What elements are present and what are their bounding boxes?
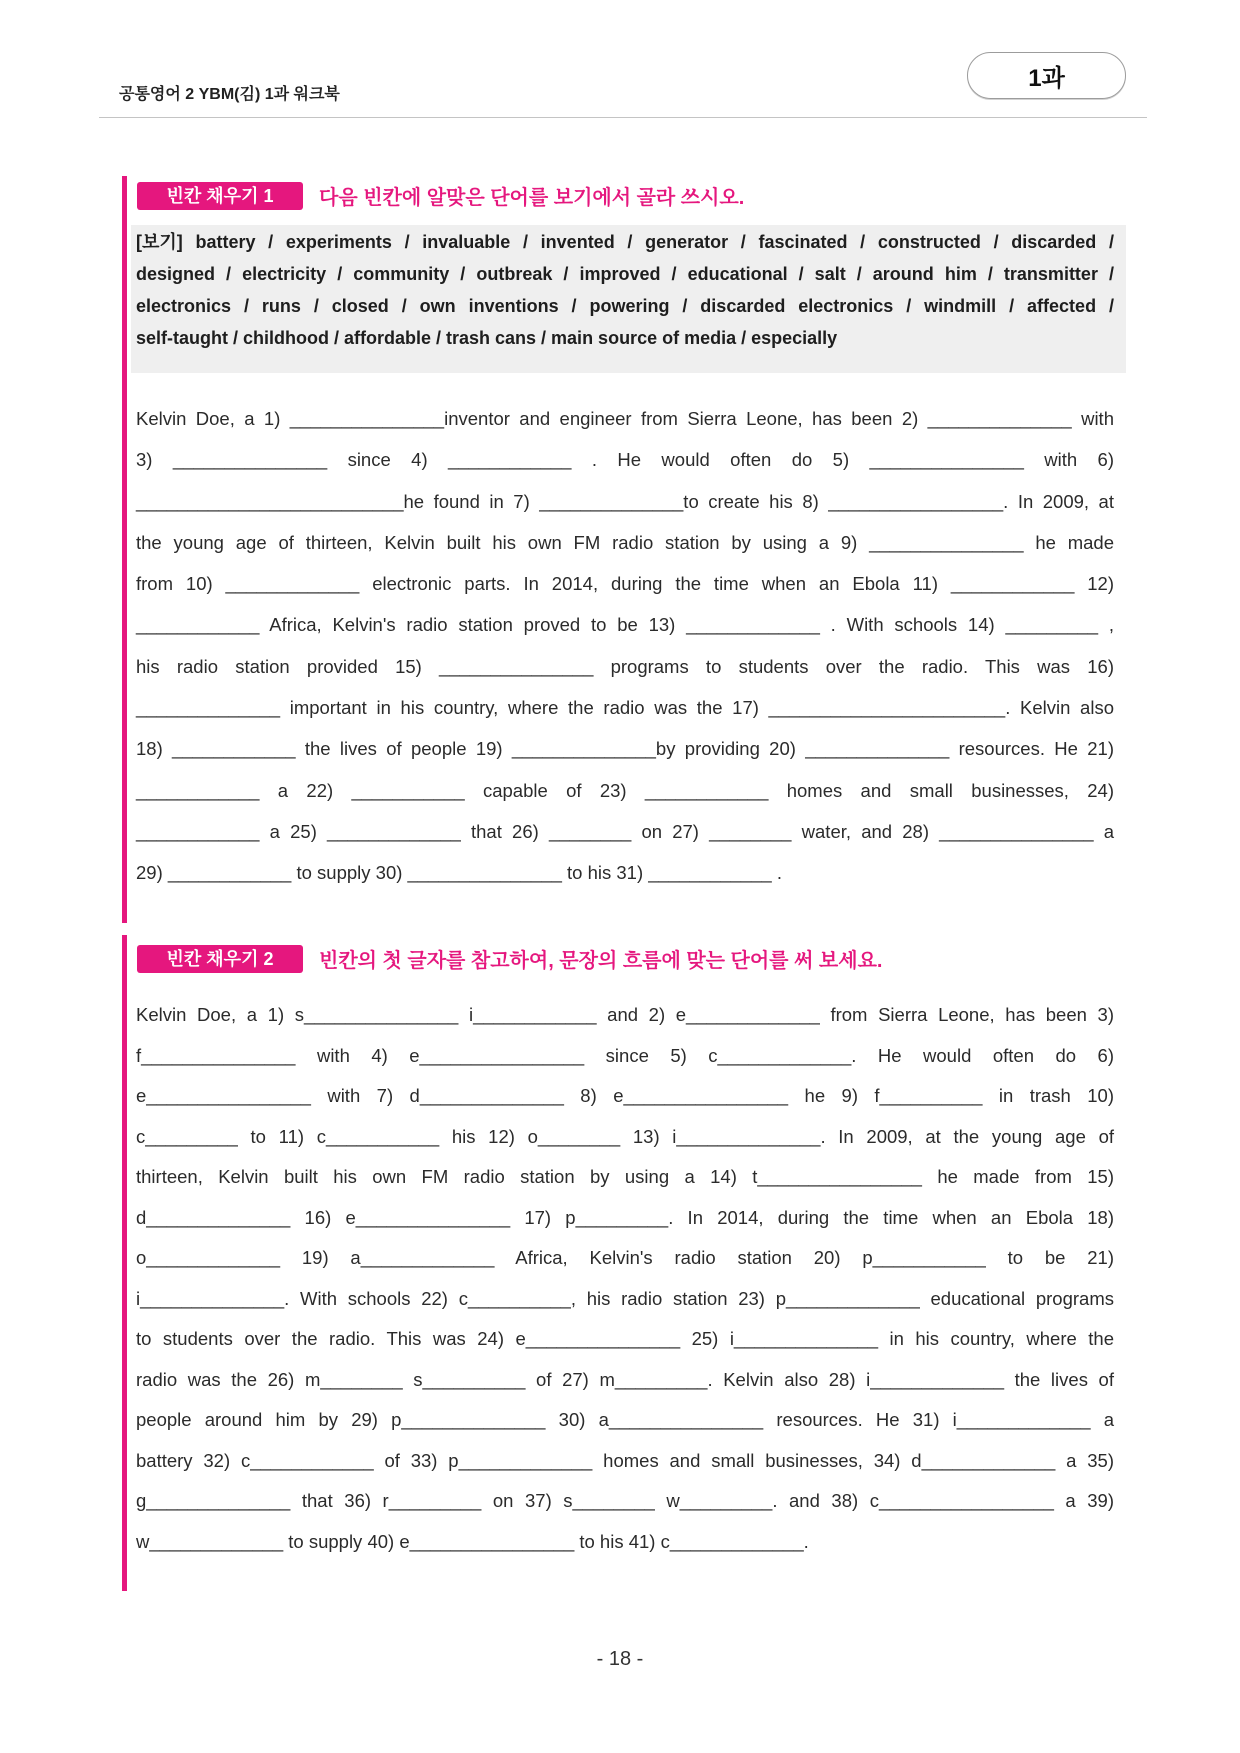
passage-line: the young age of thirteen, Kelvin built his own FM radio station by using a 9) _______________ he made [136, 531, 1114, 553]
passage-line: __________________________he found in 7) ______________to create his 8) _________________. In 2009, at [136, 490, 1114, 512]
passage-line: his radio station provided 15) _______________ programs to students over the radio. This was 16) [136, 655, 1114, 677]
word-bank-line: [보기] battery / experiments / invaluable / invented / generator / fascinated / constructed / discarded / [136, 232, 1114, 252]
passage-line: i______________. With schools 22) c__________, his radio station 23) p_____________ educational programs [136, 1287, 1114, 1309]
passage-line: ______________ important in his country, where the radio was the 17) _______________________. Kelvin also [136, 697, 1114, 719]
page-number: - 18 - [596, 1648, 644, 1670]
passage-line: e________________ with 7) d______________ 8) e________________ he 9) f__________ in trash 10) [136, 1085, 1114, 1106]
passage-line: d______________ 16) e_______________ 17) p_________. In 2014, during the time when an Ebola 18) [136, 1206, 1114, 1228]
passage-line: o_____________ 19) a_____________ Africa, Kelvin's radio station 20) p___________ to be 21) [136, 1247, 1114, 1268]
lesson-tab [967, 52, 1126, 99]
passage-line: w_____________ to supply 40) e________________ to his 41) c_____________. [136, 1530, 809, 1552]
passage-line: people around him by 29) p______________ 30) a_______________ resources. He 31) i_____________ a [136, 1409, 1114, 1430]
lesson-tab-label: 1과 [1028, 65, 1065, 92]
section-2-instruction: 빈칸의 첫 글자를 참고하여, 문장의 흐름에 맞는 단어를 써 보세요. [319, 950, 883, 972]
workbook-title: 공통영어 2 YBM(김) 1과 워크북 [119, 86, 340, 103]
passage-line: ____________ a 25) _____________ that 26) ________ on 27) ________ water, and 28) _______________ a [136, 820, 1114, 842]
header-divider [99, 117, 1147, 118]
word-bank-box [131, 225, 1126, 373]
passage-line: radio was the 26) m________ s__________ of 27) m_________. Kelvin also 28) i_____________ the lives of [136, 1368, 1114, 1390]
passage-line: ____________ Africa, Kelvin's radio station proved to be 13) _____________ . With schools 14) _________ , [136, 614, 1114, 636]
section-1-badge: 빈칸 채우기 1 [137, 182, 303, 210]
passage-line: ____________ a 22) ___________ capable of 23) ____________ homes and small businesses, 24) [136, 779, 1114, 801]
passage-line: Kelvin Doe, a 1) _______________inventor and engineer from Sierra Leone, has been 2) ______________ with [136, 408, 1114, 429]
passage-line: 18) ____________ the lives of people 19) ______________by providing 20) ______________ resources. He 21) [136, 738, 1114, 760]
passage-line: Kelvin Doe, a 1) s_______________ i____________ and 2) e_____________ from Sierra Leone, has been 3) [136, 1004, 1114, 1025]
passage-line: thirteen, Kelvin built his own FM radio station by using a 14) t________________ he made from 15) [136, 1166, 1114, 1187]
word-bank-line: self-taught / childhood / affordable / trash cans / main source of media / especially [136, 328, 838, 348]
passage-line: g______________ that 36) r_________ on 37) s________ w_________. and 38) c_________________ a 39) [136, 1490, 1114, 1511]
word-bank-line: electronics / runs / closed / own inventions / powering / discarded electronics / windmill / affected / [136, 296, 1114, 316]
passage-line: c_________ to 11) c___________ his 12) o________ 13) i______________. In 2009, at the young age of [136, 1125, 1114, 1147]
section-1-instruction: 다음 빈칸에 알맞은 단어를 보기에서 골라 쓰시오. [319, 187, 745, 209]
word-bank-line: designed / electricity / community / outbreak / improved / educational / salt / around him / transmitter / [136, 264, 1114, 284]
passage-line: battery 32) c____________ of 33) p_____________ homes and small businesses, 34) d_____________ a 35) [136, 1449, 1114, 1471]
section-1-passage [136, 398, 1114, 894]
passage-line: f_______________ with 4) e________________ since 5) c_____________. He would often do 6) [136, 1044, 1114, 1066]
section-2-accent-bar [122, 935, 127, 1591]
passage-line: 3) _______________ since 4) ____________ . He would often do 5) _______________ with 6) [136, 449, 1114, 471]
passage-line: 29) ____________ to supply 30) _______________ to his 31) ____________ . [136, 862, 783, 884]
section-2-badge: 빈칸 채우기 2 [137, 945, 303, 973]
section-1-accent-bar [122, 176, 127, 923]
passage-line: to students over the radio. This was 24) e_______________ 25) i______________ in his country, where the [136, 1328, 1114, 1349]
passage-line: from 10) _____________ electronic parts. In 2014, during the time when an Ebola 11) ____________ 12) [136, 573, 1114, 595]
section-2-passage [136, 995, 1114, 1562]
